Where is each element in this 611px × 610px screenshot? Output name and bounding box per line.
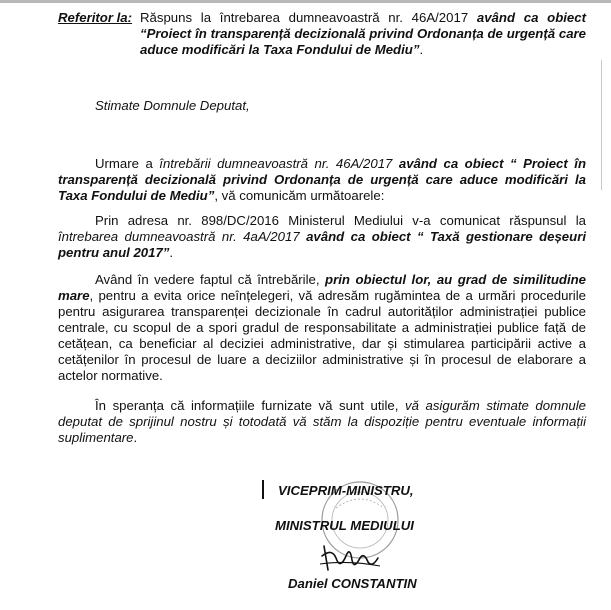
reference-subject: având ca obiect “Proiect în transparență decizională privind Ordonanța de urgență care aduce modificări la Taxa Fondului de Mediu”: [140, 10, 586, 57]
p2-subject: având ca obiect “ Taxă gestionare deșeuri pentru anul 2017”: [58, 229, 586, 260]
reference-label: Referitor la:: [58, 10, 133, 25]
p2-a: Prin adresa nr. 898/DC/2016 Ministerul Mediului v-a comunicat răspunsul la: [95, 213, 586, 228]
signatory-name: Daniel CONSTANTIN: [288, 576, 417, 591]
signatory-title-1: VICEPRIM-MINISTRU,: [278, 483, 414, 498]
paragraph-4: [58, 398, 586, 446]
handwritten-signature: [318, 536, 382, 576]
p3-c: , pentru a evita orice neînțelegeri, vă adresăm rugămintea de a urmări procedurile pentru asigurarea transparenței decizionale în cadrul autorităților administrației publice centrale, cu scopul de a spori gradul de responsabilitate a administrației publice față de cetățean, ca beneficiar al deciziei administrative, dar și stimularea participării active a cetățenilor în procesul de luare a deciziilor administrative și în procesul de elaborare a actelor normative.: [58, 288, 586, 383]
paragraph-2: [58, 213, 586, 261]
p2-d: .: [169, 245, 174, 260]
p1-d: , vă comunicăm următoarele:: [214, 188, 385, 203]
paragraph-1: [58, 156, 586, 204]
salutation: Stimate Domnule Deputat,: [95, 98, 250, 113]
p1-b: întrebării dumneavoastră nr. 46A/2017: [159, 156, 399, 171]
p4-a: În speranța că informațiile furnizate vă sunt utile,: [95, 398, 405, 413]
p1-a: Urmare a: [95, 156, 160, 171]
p4-c: .: [133, 430, 138, 445]
p1-subject: având ca obiect “ Proiect în transparență decizională privind Ordonanța de urgență care aduce modificări la Taxa Fondului de Mediu”: [58, 156, 587, 203]
p4-b: vă asigurăm stimate domnule deputat de sprijinul nostru și totodată vă stăm la dispoziție pentru eventuale informații suplimentare: [58, 398, 586, 445]
margin-mark: [262, 480, 264, 499]
reference-text-end: .: [419, 42, 424, 57]
reference-text: [140, 10, 586, 58]
paragraph-3: [58, 272, 586, 384]
signatory-title-2: MINISTRUL MEDIULUI: [275, 518, 414, 533]
p3-a: Având în vedere faptul că întrebările,: [95, 272, 326, 287]
reference-text-a: Răspuns la întrebarea dumneavoastră nr. 46A/2017: [140, 10, 477, 25]
p3-emphasis: prin obiectul lor, au grad de similitudine mare: [58, 272, 586, 303]
reference-block: [58, 10, 586, 58]
p2-b: întrebarea dumneavoastră nr. 4aA/2017: [58, 229, 307, 244]
page-top-edge: [0, 0, 611, 3]
scan-edge-line: [601, 60, 602, 190]
